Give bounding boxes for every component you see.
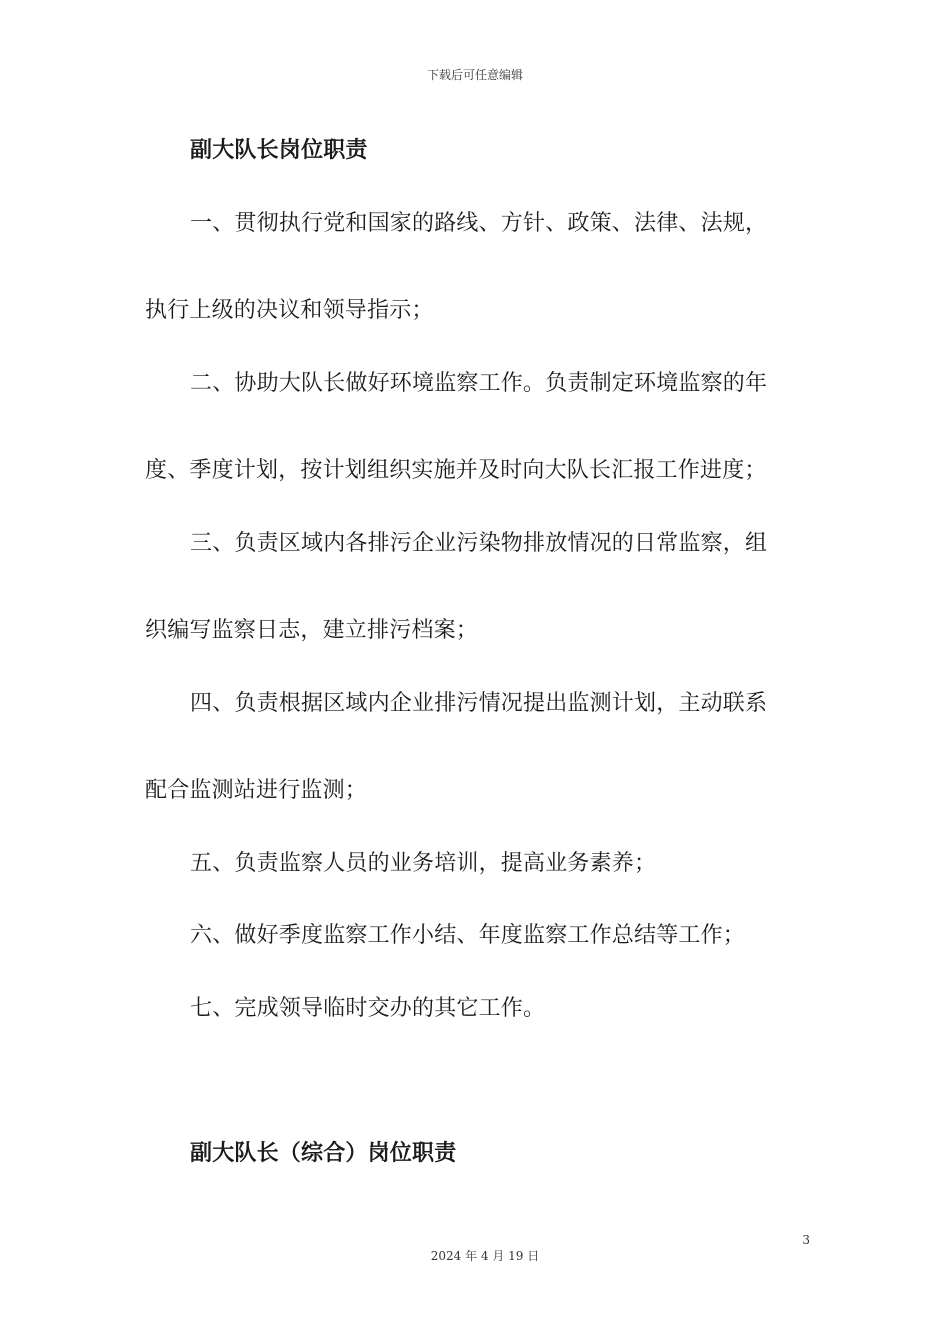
page-date: 2024 年 4 月 19 日: [430, 1249, 540, 1263]
section-title-deputy-captain: 副大队长岗位职责: [190, 138, 368, 163]
duty-line-4: 四、负责根据区域内企业排污情况提出监测计划，主动联系: [190, 691, 768, 716]
page-number: 3: [802, 1233, 810, 1247]
duty-line-2-cont: 度、季度计划，按计划组织实施并及时向大队长汇报工作进度；: [145, 458, 767, 483]
duty-line-1: 一、贯彻执行党和国家的路线、方针、政策、法律、法规，: [190, 211, 768, 236]
duty-line-7: 七、完成领导临时交办的其它工作。: [190, 996, 546, 1021]
duty-line-3: 三、负责区域内各排污企业污染物排放情况的日常监察，组: [190, 531, 768, 556]
duty-line-2: 二、协助大队长做好环境监察工作。负责制定环境监察的年: [190, 371, 768, 396]
duty-line-1-cont: 执行上级的决议和领导指示；: [145, 298, 434, 323]
duty-line-4-cont: 配合监测站进行监测；: [145, 778, 368, 803]
page-header-note: 下载后可任意编辑: [426, 68, 523, 82]
duty-line-6: 六、做好季度监察工作小结、年度监察工作总结等工作；: [190, 923, 746, 948]
duty-line-3-cont: 织编写监察日志，建立排污档案；: [145, 618, 479, 643]
duty-line-5: 五、负责监察人员的业务培训，提高业务素养；: [190, 851, 657, 876]
section-title-deputy-captain-general: 副大队长（综合）岗位职责: [190, 1141, 457, 1166]
